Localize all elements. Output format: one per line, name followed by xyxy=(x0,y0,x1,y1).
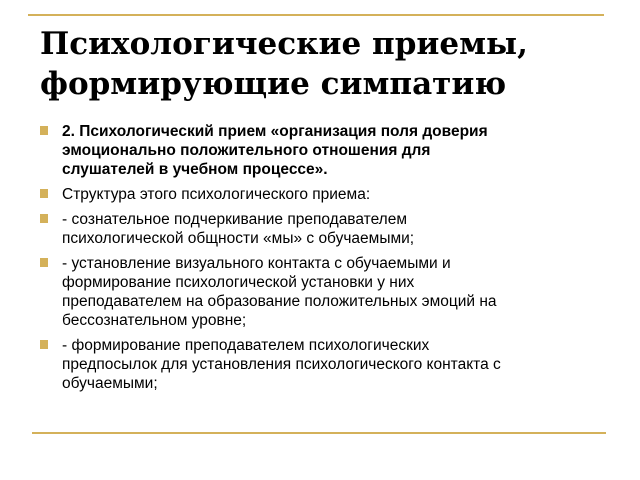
slide-title-line: Психологические приемы, xyxy=(40,26,528,62)
bullet-line: - формирование преподавателем психологических xyxy=(62,337,430,354)
bullet-line: - установление визуального контакта с обучаемыми и xyxy=(62,255,451,272)
bullet-line: эмоционально положительного отношения для xyxy=(62,142,431,159)
square-bullet-icon xyxy=(40,340,48,349)
bullet-line: обучаемыми; xyxy=(62,375,158,392)
bullet-list xyxy=(40,122,600,399)
bullet-item xyxy=(40,254,600,330)
bullet-line: слушателей в учебном процессе». xyxy=(62,161,328,178)
bullet-item xyxy=(40,336,600,393)
bullet-item xyxy=(40,185,600,204)
bullet-line: психологической общности «мы» с обучаемыми; xyxy=(62,230,415,247)
bullet-line: Структура этого психологического приема: xyxy=(62,186,371,203)
square-bullet-icon xyxy=(40,214,48,223)
bullet-line: предпосылок для установления психологического контакта с xyxy=(62,356,501,373)
bullet-line: преподавателем на образование положительных эмоций на xyxy=(62,293,497,310)
bullet-item xyxy=(40,122,600,179)
slide-title xyxy=(40,24,600,104)
square-bullet-icon xyxy=(40,189,48,198)
slide-title-line: формирующие симпатию xyxy=(40,66,507,102)
top-divider xyxy=(28,14,604,16)
bottom-divider xyxy=(32,432,606,434)
bullet-text xyxy=(62,337,501,392)
bullet-text xyxy=(62,123,488,178)
square-bullet-icon xyxy=(40,126,48,135)
bullet-item xyxy=(40,210,600,248)
bullet-text xyxy=(62,211,414,247)
bullet-line: формирование психологической установки у них xyxy=(62,274,415,291)
bullet-text xyxy=(62,186,370,203)
square-bullet-icon xyxy=(40,258,48,267)
bullet-line: 2. Психологический прием «организация поля доверия xyxy=(62,123,488,140)
bullet-text xyxy=(62,255,497,329)
bullet-line: бессознательном уровне; xyxy=(62,312,247,329)
bullet-line: - сознательное подчеркивание преподавателем xyxy=(62,211,408,228)
